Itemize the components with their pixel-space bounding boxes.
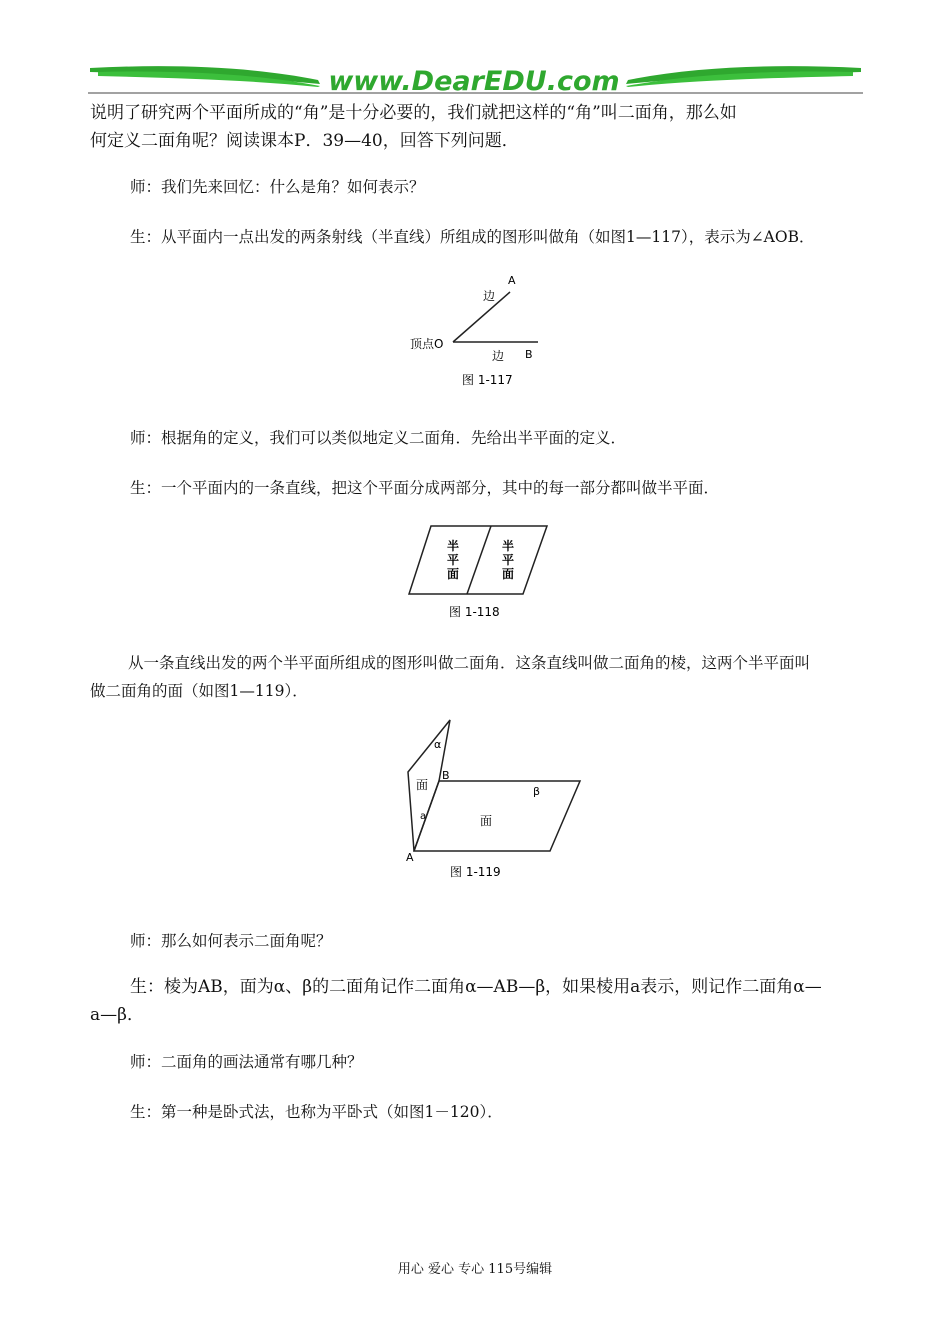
- caption-1-118: 图 1-118: [449, 605, 500, 619]
- left-label-char-2: 平: [447, 553, 460, 567]
- plane-beta: [414, 781, 580, 851]
- right-label-char-3: 面: [502, 567, 515, 581]
- label-a: A: [508, 274, 516, 287]
- label-face-left: 面: [416, 778, 429, 792]
- teacher-line-1: 师：我们先来回忆：什么是角？如何表示？: [130, 178, 425, 196]
- label-vertex: 顶点O: [410, 337, 444, 351]
- student-line-1: 生：从平面内一点出发的两条射线（半直线）所组成的图形叫做角（如图1—117），表示为∠AOB．: [130, 228, 815, 246]
- paragraph-intro-line2: 何定义二面角呢？阅读课本P．39—40，回答下列问题．: [90, 131, 519, 151]
- definition-line2: 做二面角的面（如图1—119）．: [90, 682, 308, 700]
- figure-1-118: [405, 520, 555, 625]
- figure-1-117: [400, 268, 560, 393]
- right-swoosh: [626, 66, 861, 87]
- left-label-char-3: 面: [447, 567, 460, 581]
- half-plane-right-label: [502, 538, 514, 581]
- plane-parallelogram: [409, 526, 547, 594]
- header-logo-banner: [88, 60, 863, 100]
- ray-oa: [453, 292, 510, 342]
- right-label-char-1: 半: [502, 539, 515, 553]
- dividing-line: [467, 526, 491, 594]
- label-a-lower: a: [420, 811, 427, 822]
- right-label-char-2: 平: [502, 553, 515, 567]
- half-plane-left-label: [447, 538, 459, 581]
- label-b: B: [525, 348, 533, 361]
- label-beta: β: [533, 785, 541, 798]
- teacher-line-2: 师：根据角的定义，我们可以类似地定义二面角．先给出半平面的定义．: [130, 429, 627, 447]
- student-line-2: 生：一个平面内的一条直线，把这个平面分成两部分，其中的每一部分都叫做半平面．: [130, 479, 720, 497]
- figure-1-119: [400, 715, 590, 885]
- plane-alpha: [408, 720, 450, 851]
- label-b-119: B: [442, 769, 450, 782]
- label-edge-bottom: 边: [492, 349, 505, 363]
- label-face-right: 面: [480, 814, 493, 828]
- caption-1-117: 图 1-117: [462, 373, 513, 387]
- label-alpha: α: [434, 738, 442, 751]
- page-footer: 用心 爱心 专心 115号编辑: [397, 1262, 553, 1277]
- notation-line1: 生：棱为AB，面为α、β的二面角记作二面角α—AB—β，如果棱用a表示，则记作二面角α—: [130, 977, 822, 997]
- definition-line1: 从一条直线出发的两个半平面所组成的图形叫做二面角．这条直线叫做二面角的棱，这两个半平面叫: [128, 654, 811, 672]
- student-line-3: 生：第一种是卧式法，也称为平卧式（如图1－120）．: [130, 1103, 503, 1121]
- left-label-char-1: 半: [447, 539, 460, 553]
- paragraph-intro-line1: 说明了研究两个平面所成的“角”是十分必要的，我们就把这样的“角”叫二面角，那么如: [90, 103, 737, 123]
- label-edge-top: 边: [483, 289, 496, 303]
- teacher-line-3: 师：那么如何表示二面角呢？: [130, 932, 332, 950]
- label-a-119: A: [406, 851, 414, 864]
- teacher-line-4: 师：二面角的画法通常有哪几种？: [130, 1053, 363, 1071]
- caption-1-119: 图 1-119: [450, 865, 501, 879]
- logo-text: www.DearEDU.com: [328, 66, 620, 97]
- notation-line2: a—β．: [90, 1005, 144, 1025]
- left-swoosh: [90, 66, 320, 87]
